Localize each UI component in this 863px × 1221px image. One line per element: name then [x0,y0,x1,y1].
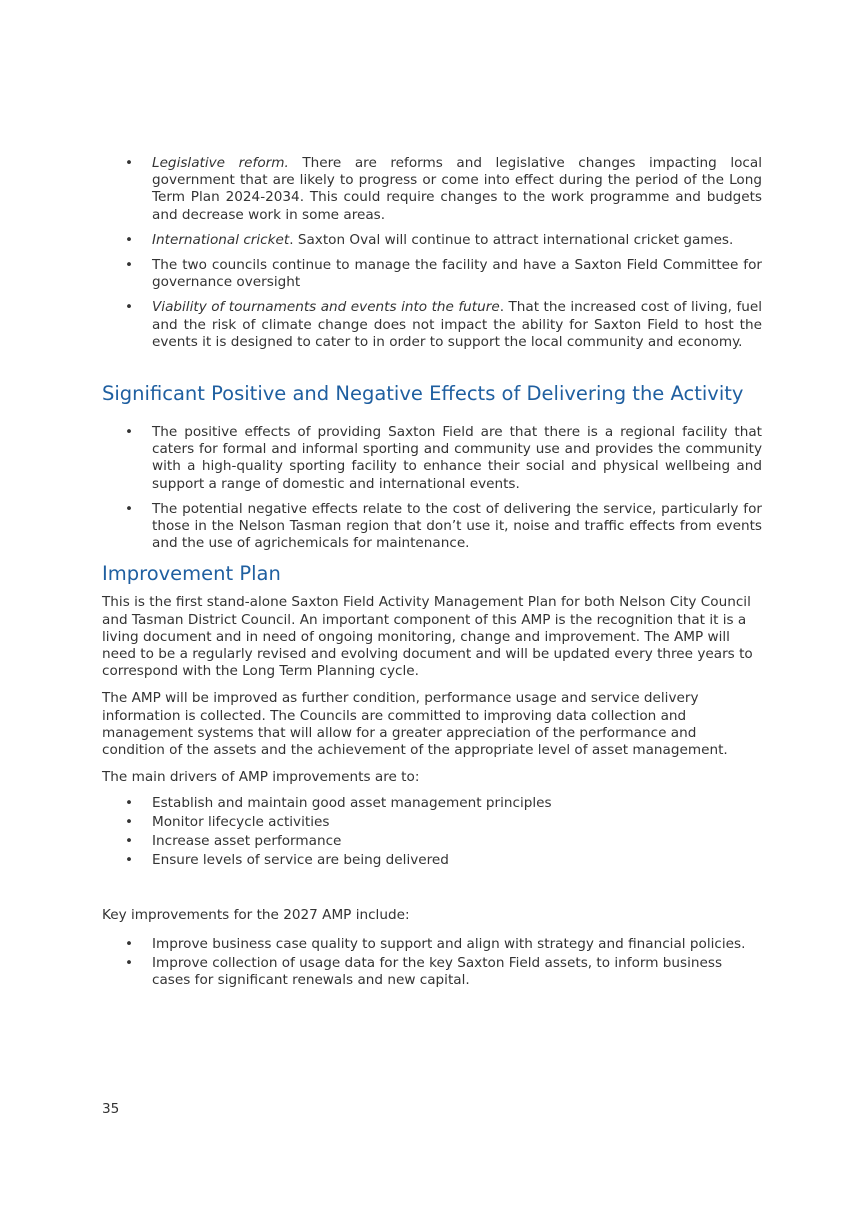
improvement-paragraph-3: The main drivers of AMP improvements are to: [102,769,420,786]
drivers-list [102,795,762,868]
bullet-icon: • [125,155,134,171]
item-text: Establish and maintain good asset management principles [152,795,552,812]
list-item [102,155,762,224]
list-item [102,936,762,953]
item-text: Increase asset performance [152,832,342,849]
bullet-icon: • [125,257,134,274]
section-heading-effects: Significant Positive and Negative Effects of Delivering the Activity [102,382,744,406]
item-text: The positive effects of providing Saxton Field are that there is a regional facility that caters for formal and informal sporting and community use and provides the community with a high-quality sporting facility to enhance their social and physical wellbeing and support a range of domestic and international events. [152,424,762,492]
improvement-paragraph-2: The AMP will be improved as further condition, performance usage and service delivery information is collected. The Councils are committed to improving data collection and management systems that will allow for a greater appreciation of the performance and condition of the assets and the achievement of the appropriate level of asset management. [102,690,728,759]
bullet-icon: • [125,851,134,868]
list-item [102,795,762,812]
item-text: . Saxton Oval will continue to attract international cricket games. [289,231,734,248]
item-lead: Viability of tournaments and events into the future [152,299,500,316]
item-text: There are reforms and legislative changes impacting local government that are likely to progress or come into effect during the period of the Long Term Plan 2024-2034. This could require changes to the work programme and budgets and decrease work in some areas. [152,155,762,223]
effects-list [102,424,762,552]
bullet-icon: • [125,955,134,972]
section-heading-improvement-plan: Improvement Plan [102,562,281,586]
page-number: 35 [102,1101,120,1117]
bullet-icon: • [125,231,134,248]
bullet-icon: • [125,814,134,831]
list-item [102,257,762,291]
item-lead: Legislative reform. [152,155,289,171]
list-item [102,852,762,869]
improvement-paragraph-1: This is the first stand-alone Saxton Field Activity Management Plan for both Nelson City Council and Tasman District Council. An important component of this AMP is the recognition that it is a living document and in need of ongoing monitoring, change and improvement. The AMP will need to be a regularly revised and evolving document and will be updated every three years to correspond with the Long Term Planning cycle. [102,594,753,680]
item-lead: International cricket [152,231,290,248]
bullet-icon: • [125,795,134,812]
improvement-paragraph-4: Key improvements for the 2027 AMP include: [102,906,410,923]
bullet-icon: • [125,832,134,849]
item-text: The two councils continue to manage the facility and have a Saxton Field Committee for governance oversight [152,257,762,291]
assumptions-list [102,155,762,351]
bullet-icon: • [125,936,134,952]
item-text: The potential negative effects relate to the cost of delivering the service, particularly for those in the Nelson Tasman region that don’t use it, noise and traffic effects from events and the use of agrichemicals for maintenance. [152,500,762,552]
list-item [102,299,762,351]
bullet-icon: • [125,299,134,316]
list-item [102,833,762,850]
item-text: . That the increased cost of living, fuel and the risk of climate change does not impact the ability for Saxton Field to host the events it is designed to cater to in order to support the local community and economy. [152,299,762,350]
document-page [102,155,762,998]
item-text: Ensure levels of service are being delivered [152,851,449,868]
list-item [102,424,762,493]
item-text: Improve collection of usage data for the key Saxton Field assets, to inform business cases for significant renewals and new capital. [152,955,723,989]
improvements-list [102,936,762,990]
bullet-icon: • [125,500,134,517]
bullet-icon: • [125,424,134,441]
list-item [102,232,762,249]
list-item [102,814,762,831]
item-text: Monitor lifecycle activities [152,814,330,831]
list-item [102,501,762,553]
item-text: Improve business case quality to support and align with strategy and financial policies. [152,936,746,952]
list-item [102,955,762,989]
